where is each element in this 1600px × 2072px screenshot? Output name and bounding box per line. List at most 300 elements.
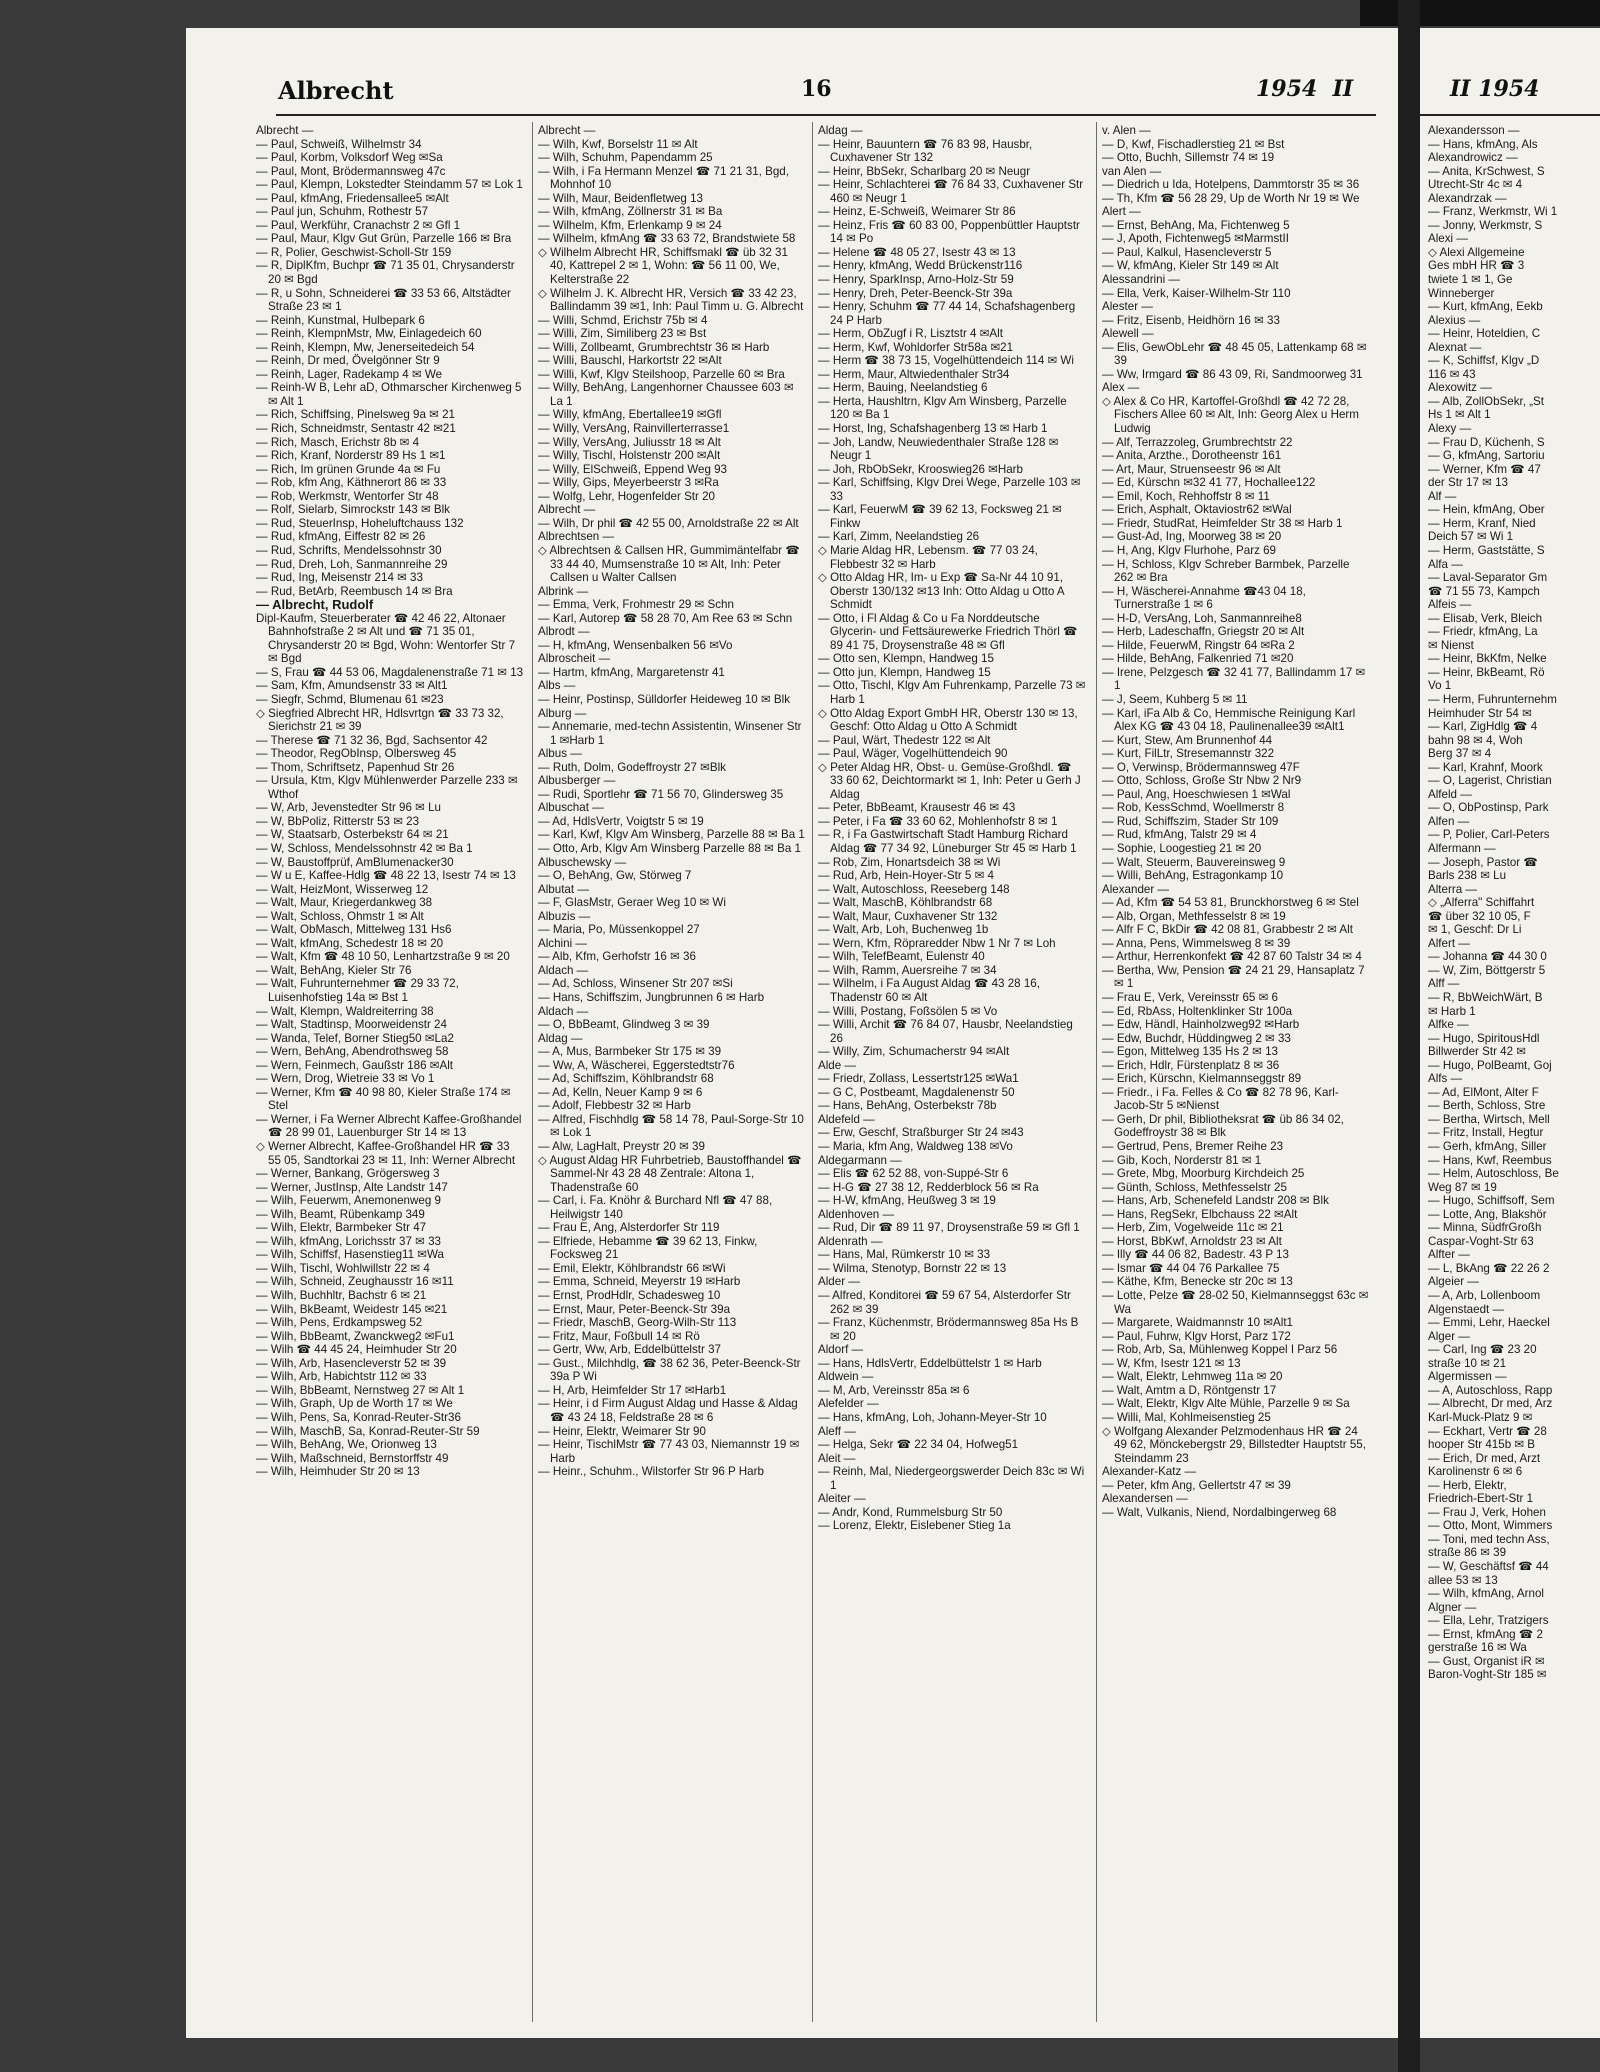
- listing-entry: Algeier —: [1428, 1275, 1479, 1289]
- listing-entry: twiete 1 ✉ 1, Ge: [1428, 273, 1513, 287]
- listing-entry: — Wilhelm, i Fa August Aldag ☎ 43 28 16, Thadenstr 60 ✉ Alt: [818, 977, 1040, 1004]
- listing-entry: Alfs —: [1428, 1072, 1463, 1086]
- listing-entry: — H-G ☎ 27 38 12, Redderblock 56 ✉ Ra: [818, 1180, 1039, 1194]
- listing-entry: Alchini —: [538, 936, 587, 950]
- listing-entry: — Ad, Schiffszim, Köhlbrandstr 68: [538, 1072, 714, 1086]
- listing-entry: — Frau D, Küchenh, S: [1428, 435, 1545, 449]
- listing-entry: — Joseph, Pastor ☎: [1428, 855, 1538, 869]
- listing-entry: — Carl, i. Fa. Knöhr & Burchard Nfl ☎ 47 88, Heilwigstr 140: [538, 1194, 773, 1221]
- listing-entry: — Wilh, Ramm, Auersreihe 7 ✉ 34: [818, 963, 997, 977]
- listing-entry: — Heinr, TischlMstr ☎ 77 43 03, Niemannstr 19 ✉ Harb: [538, 1438, 800, 1465]
- listing-entry: — Hugo, Schiffsoff, Sem: [1428, 1194, 1555, 1208]
- listing-entry: — Henry, Dreh, Peter-Beenck-Str 39a: [818, 286, 1013, 300]
- listing-entry: — Gust-Ad, Ing, Moorweg 38 ✉ 20: [1102, 530, 1282, 544]
- listing-entry: — Friedr, Zollass, Lessertstr125 ✉Wa1: [818, 1072, 1019, 1086]
- listing-entry: — Willi, Kwf, Klgv Steilshoop, Parzelle 60 ✉ Bra: [538, 367, 785, 381]
- listing-entry: — Henry, Schuhm ☎ 77 44 14, Schafshagenberg 24 P Harb: [818, 300, 1076, 327]
- listing-entry: — Rud, Dir ☎ 89 11 97, Droysenstraße 59 ✉ Gfl 1: [818, 1221, 1080, 1235]
- listing-entry: — Wilh ☎ 44 45 24, Heimhuder Str 20: [256, 1343, 457, 1357]
- listing-entry: — Karl, ZigHdlg ☎ 4: [1428, 720, 1538, 734]
- listing-entry: — W, Kfm, Isestr 121 ✉ 13: [1102, 1356, 1241, 1370]
- listing-entry: — Wilh, BbBeamt, Zwanckweg2 ✉Fu1: [256, 1329, 455, 1343]
- listing-entry: — J, Seem, Kuhberg 5 ✉ 11: [1102, 692, 1248, 706]
- listing-entry: — Toni, med techn Ass,: [1428, 1532, 1550, 1546]
- listing-entry: — Ella, Lehr, Tratzigers: [1428, 1614, 1549, 1628]
- listing-entry: — Hans, BehAng, Osterbekstr 78b: [818, 1099, 997, 1113]
- listing-entry: — Horst, BbKwf, Arnoldstr 23 ✉ Alt: [1102, 1234, 1282, 1248]
- listing-entry: — Rudi, Sportlehr ☎ 71 56 70, Glindersweg 35: [538, 787, 784, 801]
- listing-entry: — Otto, Tischl, Klgv Am Fuhrenkamp, Parzelle 73 ✉ Harb 1: [818, 679, 1086, 706]
- listing-entry: Albs —: [538, 679, 576, 693]
- listing-entry: — Wilh, Arb, Habichtstr 112 ✉ 33: [256, 1370, 427, 1384]
- listing-entry: — Sophie, Loogestieg 21 ✉ 20: [1102, 841, 1262, 855]
- listing-entry: — Wilh, Schiffsf, Hasenstieg11 ✉Wa: [256, 1248, 444, 1262]
- listing-entry: — Otto, Arb, Klgv Am Winsberg Parzelle 88 ✉ Ba 1: [538, 841, 801, 855]
- listing-entry: — Willi, Zollbeamt, Grumbrechtstr 36 ✉ Harb: [538, 340, 770, 354]
- listing-entry: — Heinr, Postinsp, Sülldorfer Heideweg 10 ✉ Blk: [538, 692, 791, 706]
- listing-entry: — Henry, kfmAng, Wedd Brückenstr116: [818, 259, 1023, 273]
- listing-entry: straße 10 ✉ 21: [1428, 1356, 1507, 1370]
- listing-entry: — Paul, Wäger, Vogelhüttendeich 90: [818, 747, 1008, 761]
- listing-entry: — Wilhelm, Kfm, Erlenkamp 9 ✉ 24: [538, 218, 722, 232]
- listing-entry: Alexandrzak —: [1428, 191, 1507, 205]
- listing-entry: van Alen —: [1102, 164, 1162, 178]
- listing-entry: — Hilde, FeuerwM, Ringstr 64 ✉Ra 2: [1102, 638, 1295, 652]
- running-head-surname: Albrecht: [278, 76, 394, 105]
- listing-entry: — S, Frau ☎ 44 53 06, Magdalenenstraße 71 ✉ 13: [256, 665, 524, 679]
- listing-entry: — Walt, ObMasch, Mittelweg 131 Hs6: [256, 923, 452, 937]
- listing-entry: Karl-Muck-Platz 9 ✉: [1428, 1410, 1533, 1424]
- listing-entry: — Rud, Schrifts, Mendelssohnstr 30: [256, 543, 442, 557]
- listing-entry: — Hartm, kfmAng, Margaretenstr 41: [538, 665, 725, 679]
- listing-entry: — Ad, Kfm ☎ 54 53 81, Brunckhorstweg 6 ✉ Stel: [1102, 896, 1359, 910]
- header-rule-right: [1420, 114, 1600, 116]
- listing-entry: — Otto, i Fl Aldag & Co u Fa Norddeutsche Glycerin- und Fettsäurewerke Friedrich Thörl ☎ 89 41 75, Droysenstraße 48 ✉ Gfl: [818, 611, 1078, 652]
- column-divider: [812, 122, 813, 2022]
- listing-entry: Aleff —: [818, 1424, 856, 1438]
- listing-entry: — Edw, Buchdr, Hüddingweg 2 ✉ 33: [1102, 1031, 1291, 1045]
- listing-entry: — Hans, Kwf, Reembus: [1428, 1153, 1552, 1167]
- listing-entry: ◇ Peter Aldag HR, Obst- u. Gemüse-Großhdl. ☎ 33 60 62, Deichtormarkt ✉ 1, Inh: Peter u Gerh J Aldag: [818, 760, 1081, 801]
- directory-page-right-partial: [1420, 28, 1600, 2038]
- listing-entry: Alexi —: [1428, 232, 1468, 246]
- listing-entry: — O, Verwinsp, Brödermannsweg 47F: [1102, 760, 1300, 774]
- listing-entry: Albrechtsen —: [538, 530, 615, 544]
- listing-entry: — Wolfg, Lehr, Hogenfelder Str 20: [538, 489, 716, 503]
- listing-entry: — Wern, BehAng, Abendrothsweg 58: [256, 1045, 449, 1059]
- listing-entry: — O, BehAng, Gw, Störweg 7: [538, 869, 692, 883]
- listing-entry: — Illy ☎ 44 06 82, Badestr. 43 P 13: [1102, 1248, 1289, 1262]
- listing-entry: — Herm, Fuhrunternehm: [1428, 692, 1557, 706]
- listing-entry: — Gust, Organist iR ✉: [1428, 1654, 1545, 1668]
- listing-entry: — Elisab, Verk, Bleich: [1428, 611, 1543, 625]
- listing-entry: — Paul jun, Schuhm, Rothestr 57: [256, 205, 429, 219]
- listing-entry: — Wilh, BkBeamt, Weidestr 145 ✉21: [256, 1302, 448, 1316]
- listing-entry: ☎ über 32 10 05, F: [1428, 909, 1531, 923]
- listing-entry: Aldach —: [538, 1004, 589, 1018]
- column-divider: [532, 122, 533, 2022]
- listing-entry: ◇ Albrechtsen & Callsen HR, Gummimäntelfabr ☎ 33 44 40, Mumsenstraße 10 ✉ Alt, Inh: Peter Callsen u Walter Callsen: [538, 543, 800, 585]
- listing-entry: Alester —: [1102, 300, 1153, 314]
- listing-entry: — Gerh, kfmAng, Siller: [1428, 1140, 1547, 1154]
- listing-entry: — Wilh, kfmAng, Lorichsstr 37 ✉ 33: [256, 1234, 441, 1248]
- listing-entry: — Otto, Buchh, Sillemstr 74 ✉ 19: [1102, 151, 1275, 165]
- listing-entry: — Otto jun, Klempn, Handweg 15: [818, 665, 991, 679]
- listing-entry: — Friedr, MaschB, Georg-Wilh-Str 113: [538, 1316, 737, 1330]
- listing-entry: — Emma, Verk, Frohmestr 29 ✉ Schn: [538, 598, 734, 612]
- listing-entry: — Hans, RegSekr, Elbchauss 22 ✉Alt: [1102, 1207, 1298, 1221]
- listing-entry: — Johanna ☎ 44 30 0: [1428, 950, 1547, 964]
- listing-entry: — Wilh, Schneid, Zeughausstr 16 ✉11: [256, 1275, 454, 1289]
- listing-entry: — Rob, kfm Ang, Käthnerort 86 ✉ 33: [256, 476, 447, 490]
- listing-entry: Billwerder Str 42 ✉: [1428, 1045, 1526, 1059]
- listing-entry: — Rich, Kranf, Norderstr 89 Hs 1 ✉1: [256, 449, 446, 463]
- listing-entry: — Walt, kfmAng, Schedestr 18 ✉ 20: [256, 936, 444, 950]
- listing-entry: — Willy, BehAng, Langenhorner Chaussee 603 ✉ La 1: [538, 381, 794, 408]
- listing-entry: — Hans, HdlsVertr, Eddelbüttelstr 1 ✉ Harb: [818, 1356, 1042, 1370]
- listing-entry: — Margarete, Waidmannstr 10 ✉Alt1: [1102, 1316, 1293, 1330]
- listing-entry: — Herm, Gaststätte, S: [1428, 543, 1545, 557]
- listing-entry: — Herb, Ladeschaffn, Griegstr 20 ✉ Alt: [1102, 625, 1305, 639]
- listing-entry: — Werner, i Fa Werner Albrecht Kaffee-Großhandel ☎ 28 99 01, Lauenburger Str 14 ✉ 13: [256, 1112, 522, 1140]
- listing-entry: — Wilh, Schuhm, Papendamm 25: [538, 151, 713, 165]
- listing-entry: — Wilh, BehAng, We, Orionweg 13: [256, 1438, 437, 1452]
- listing-entry: — Werner, Kfm ☎ 47: [1428, 462, 1541, 476]
- listing-entry: — Rolf, Sielarb, Simrockstr 143 ✉ Blk: [256, 503, 450, 517]
- listing-entry: — Hans, kfmAng, Als: [1428, 137, 1538, 151]
- listing-entry: — H-W, kfmAng, Heußweg 3 ✉ 19: [818, 1194, 996, 1208]
- listing-entry: — J, Apoth, Fichtenweg5 ✉MarmstII: [1102, 232, 1289, 246]
- listing-entry: — A, Arb, Lollenboom: [1428, 1289, 1541, 1303]
- listing-entry: — Ad, ElMont, Alter F: [1428, 1085, 1539, 1099]
- listing-entry: — Ismar ☎ 44 04 76 Parkallee 75: [1102, 1261, 1280, 1275]
- listing-entry: — W, Geschäftsf ☎ 44: [1428, 1559, 1549, 1573]
- listing-entry: — Paul, Mont, Brödermannsweg 47c: [256, 164, 446, 178]
- listing-entry: — Gertr, Ww, Arb, Eddelbüttelstr 37: [538, 1343, 721, 1357]
- listing-entry: Aldefeld —: [818, 1112, 875, 1126]
- listing-entry: — Reinh, Klempn, Mw, Jenerseitedeich 54: [256, 340, 475, 354]
- listing-entry: — K, Schiffsf, Klgv „D: [1428, 354, 1540, 368]
- listing-entry: — Siegfr, Schmd, Blumenau 61 ✉23: [256, 692, 444, 706]
- listing-entry: — Paul, Korbm, Volksdorf Weg ✉Sa: [256, 151, 443, 165]
- listing-entry: — Wilh, Maßschneid, Bernstorffstr 49: [256, 1451, 449, 1465]
- listing-entry: Vo 1: [1428, 679, 1452, 693]
- listing-entry: — Paul, Maur, Klgv Gut Grün, Parzelle 166 ✉ Bra: [256, 232, 512, 246]
- listing-entry: Aldwein —: [818, 1370, 874, 1384]
- listing-entry: Weg 87 ✉ 19: [1428, 1180, 1497, 1194]
- listing-entry: — A, Autoschloss, Rapp: [1428, 1383, 1553, 1397]
- listing-entry: — Wilh, Arb, Hasencleverstr 52 ✉ 39: [256, 1356, 447, 1370]
- listing-entry: — Emmi, Lehr, Haeckel: [1428, 1316, 1550, 1330]
- listing-entry: — Wilh, kfmAng, Arnol: [1428, 1587, 1544, 1601]
- listing-entry: — Anita, Arzthe., Dorotheenstr 161: [1102, 449, 1282, 463]
- listing-entry: — Ruth, Dolm, Godeffroystr 27 ✉Blk: [538, 760, 726, 774]
- listing-entry: Alff —: [1428, 977, 1460, 991]
- listing-entry: ◇ Wolfgang Alexander Pelzmodenhaus HR ☎ 24 49 62, Mönckebergstr 29, Billstedter Hauptstr 55, Steindamm 23: [1102, 1424, 1366, 1465]
- listing-entry: Alert —: [1102, 205, 1141, 219]
- listing-entry: — Kurt, Stew, Am Brunnenhof 44: [1102, 733, 1273, 747]
- listing-entry: — Friedr., i Fa. Felles & Co ☎ 82 78 96, Karl-Jacob-Str 5 ✉Nienst: [1102, 1085, 1339, 1113]
- listing-entry: — Rob, Arb, Sa, Mühlenweg Koppel I Parz 56: [1102, 1343, 1338, 1357]
- listing-entry: Albrodt —: [538, 625, 590, 639]
- listing-entry: — Franz, Werkmstr, Wi 1: [1428, 205, 1558, 219]
- listing-entry: — R, u Sohn, Schneiderei ☎ 33 53 66, Altstädter Straße 23 ✉ 1: [256, 286, 511, 314]
- listing-entry: — Elfriede, Hebamme ☎ 39 62 13, Finkw, Focksweg 21: [538, 1234, 758, 1262]
- listing-entry: — Willy, VersAng, Rainvillerterrasse1: [538, 422, 730, 436]
- listing-entry: — Alf, Terrazzoleg, Grumbrechtstr 22: [1102, 435, 1293, 449]
- listing-entry: — Paul, Schweiß, Wilhelmstr 34: [256, 137, 422, 151]
- listing-entry: Alfermann —: [1428, 841, 1496, 855]
- listing-entry: — O, Lagerist, Christian: [1428, 774, 1552, 788]
- listing-entry: — Lotte, Ang, Blakshör: [1428, 1207, 1547, 1221]
- listing-entry: — Willi, Schmd, Erichstr 75b ✉ 4: [538, 313, 708, 327]
- listing-entry: — Heinr, i d Firm August Aldag und Hasse & Aldag ☎ 43 24 18, Feldstraße 28 ✉ 6: [538, 1397, 798, 1424]
- listing-entry: Alfen —: [1428, 814, 1470, 828]
- listing-entry: — W u E, Kaffee-Hdlg ☎ 48 22 13, Isestr 74 ✉ 13: [256, 869, 516, 883]
- listing-entry: — F, GlasMstr, Geraer Weg 10 ✉ Wi: [538, 896, 726, 910]
- listing-entry: — Emma, Schneid, Meyerstr 19 ✉Harb: [538, 1275, 741, 1289]
- listing-entry: — Wilh, Kwf, Borselstr 11 ✉ Alt: [538, 137, 698, 151]
- listing-entry: — Minna, SüdfrGroßh: [1428, 1221, 1542, 1235]
- listing-entry: Aldag —: [538, 1031, 583, 1045]
- listing-entry: — D, Kwf, Fischadlerstieg 21 ✉ Bst: [1102, 137, 1285, 151]
- listing-entry: — Heinr, BkKfm, Nelke: [1428, 652, 1547, 666]
- listing-entry: allee 53 ✉ 13: [1428, 1573, 1498, 1587]
- listing-entry: — Rud, BetArb, Reembusch 14 ✉ Bra: [256, 584, 453, 598]
- listing-entry: der Str 17 ✉ 13: [1428, 476, 1508, 490]
- listing-entry: Aldenrath —: [818, 1234, 883, 1248]
- listing-entry: — Alb, ZollObSekr, „St: [1428, 394, 1544, 408]
- listing-entry: — Peter, i Fa ☎ 33 60 62, Mohlenhofstr 8 ✉ 1: [818, 814, 1058, 828]
- listing-entry: — Helene ☎ 48 05 27, Isestr 43 ✉ 13: [818, 245, 1016, 259]
- listing-entry: — Walt, MaschB, Köhlbrandstr 68: [818, 896, 993, 910]
- listing-entry: — Rich, Schiffsing, Pinelsweg 9a ✉ 21: [256, 408, 455, 422]
- listing-entry: Friedrich-Ebert-Str 1: [1428, 1492, 1534, 1506]
- listing-entry: — Walt, HeizMont, Wisserweg 12: [256, 882, 429, 896]
- listing-entry: — Albrecht, Dr med, Arz: [1428, 1397, 1553, 1411]
- listing-entry: — Wilh, Maur, Beidenfletweg 13: [538, 191, 703, 205]
- listing-entry: — Heinz, Fris ☎ 60 83 00, Poppenbüttler Hauptstr 14 ✉ Po: [818, 218, 1080, 246]
- listing-entry: Alfeld —: [1428, 787, 1472, 801]
- listing-entry: Albuschat —: [538, 801, 604, 815]
- listing-entry: — Peter, kfm Ang, Gellertstr 47 ✉ 39: [1102, 1478, 1291, 1492]
- listing-entry: — Willi, Bauschl, Harkortstr 22 ✉Alt: [538, 354, 722, 368]
- running-head-right-page: II 1954: [1450, 76, 1540, 102]
- listing-entry: — Paul, Ang, Hoeschwiesen 1 ✉Wal: [1102, 787, 1291, 801]
- listing-entry: — Willy, VersAng, Juliusstr 18 ✉ Alt: [538, 435, 721, 449]
- listing-entry: — Friedr, StudRat, Heimfelder Str 38 ✉ Harb 1: [1102, 516, 1343, 530]
- listing-entry: — W, kfmAng, Kieler Str 149 ✉ Alt: [1102, 259, 1279, 273]
- listing-entry: Alexander-Katz —: [1102, 1465, 1197, 1479]
- listing-entry: — Ella, Verk, Kaiser-Wilhelm-Str 110: [1102, 286, 1291, 300]
- listing-entry: Caspar-Voght-Str 63: [1428, 1234, 1534, 1248]
- listing-entry: Alfert —: [1428, 936, 1470, 950]
- listing-entry: — Wilh, TelefBeamt, Eulenstr 40: [818, 950, 985, 964]
- listing-entry: — Wilh, Feuerwm, Anemonenweg 9: [256, 1194, 441, 1208]
- listing-entry: — Annemarie, med-techn Assistentin, Winsener Str 1 ✉Harb 1: [538, 720, 802, 747]
- listing-entry: — Jonny, Werkmstr, S: [1428, 218, 1543, 232]
- listing-entry: — Reinh, Dr med, Övelgönner Str 9: [256, 354, 440, 368]
- listing-entry: — Willy, Gips, Meyerbeerstr 3 ✉Ra: [538, 476, 719, 490]
- listing-entry: Barls 238 ✉ Lu: [1428, 869, 1507, 883]
- header-rule: [276, 114, 1376, 116]
- listing-entry: Alburg —: [538, 706, 587, 720]
- listing-entry: Alexandersen —: [1102, 1492, 1188, 1506]
- listing-entry: — O, BbBeamt, Glindweg 3 ✉ 39: [538, 1018, 710, 1032]
- listing-column-4: [1102, 124, 1370, 1519]
- listing-entry: Albrecht —: [256, 124, 314, 137]
- listing-entry: — Helga, Sekr ☎ 22 34 04, Hofweg51: [818, 1438, 1019, 1452]
- listing-entry: — Paul, Fuhrw, Klgv Horst, Parz 172: [1102, 1329, 1291, 1343]
- listing-entry: — Theodor, RegObInsp, Olbersweg 45: [256, 747, 457, 761]
- listing-entry: — Karl, Kwf, Klgv Am Winsberg, Parzelle 88 ✉ Ba 1: [538, 828, 805, 842]
- listing-column-2: [538, 124, 806, 1479]
- listing-entry: — Carl, Ing ☎ 23 20: [1428, 1343, 1537, 1357]
- listing-entry: — Walt, Fuhrunternehmer ☎ 29 33 72, Luisenhofstieg 14a ✉ Bst 1: [256, 977, 459, 1004]
- listing-entry: Alfter —: [1428, 1248, 1470, 1262]
- listing-entry: — Wilh, Elektr, Barmbeker Str 47: [256, 1221, 427, 1235]
- listing-entry: — Herta, Haushltrn, Klgv Am Winsberg, Parzelle 120 ✉ Ba 1: [818, 394, 1067, 422]
- listing-entry: gerstraße 16 ✉ Wa: [1428, 1641, 1527, 1655]
- listing-entry: — Hugo, PolBeamt, Goj: [1428, 1058, 1552, 1072]
- listing-entry: — Willy, kfmAng, Ebertallee19 ✉Gfl: [538, 408, 722, 422]
- listing-entry: — Wern, Drog, Wietreie 33 ✉ Vo 1: [256, 1072, 435, 1086]
- listing-entry: — Rich, Schneidmstr, Sentastr 42 ✉21: [256, 422, 456, 436]
- listing-entry: — Walt, Amtm a D, Röntgenstr 17: [1102, 1383, 1277, 1397]
- listing-entry: Aldag —: [818, 124, 863, 137]
- listing-entry: — Alb, Organ, Methfesselstr 8 ✉ 19: [1102, 909, 1286, 923]
- listing-entry: ◇ Wilhelm J. K. Albrecht HR, Versich ☎ 33 42 23, Ballindamm 39 ✉1, Inh: Paul Timm u. G. Albrecht: [538, 286, 804, 314]
- listing-entry: — Ad, Schloss, Winsener Str 207 ✉Si: [538, 977, 733, 991]
- listing-entry: — Hilde, BehAng, Falkenried 71 ✉20: [1102, 652, 1294, 666]
- listing-entry: Deich 57 ✉ Wi 1: [1428, 530, 1514, 544]
- listing-entry: — Fritz, Maur, Foßbull 14 ✉ Rö: [538, 1329, 700, 1343]
- listing-entry: ◇ Marie Aldag HR, Lebensm. ☎ 77 03 24, Flebbestr 32 ✉ Harb: [818, 543, 1038, 571]
- listing-entry: — H, Schloss, Klgv Schreber Barmbek, Parzelle 262 ✉ Bra: [1102, 557, 1350, 585]
- listing-entry: — Wilh, BbBeamt, Nernstweg 27 ✉ Alt 1: [256, 1383, 465, 1397]
- listing-entry: — Wanda, Telef, Borner Stieg50 ✉La2: [256, 1031, 454, 1045]
- listing-entry: Alf —: [1428, 489, 1457, 503]
- listing-entry: — H, Arb, Heimfelder Str 17 ✉Harb1: [538, 1383, 727, 1397]
- listing-entry: — Heinr, Bauuntern ☎ 76 83 98, Hausbr, Cuxhavener Str 132: [818, 137, 1033, 165]
- listing-entry: — Hans, Mal, Rümkerstr 10 ✉ 33: [818, 1248, 991, 1262]
- listing-entry: Albuschewsky —: [538, 855, 627, 869]
- listing-entry: — Ursula, Ktm, Klgv Mühlenwerder Parzelle 233 ✉ Wthof: [256, 774, 518, 801]
- listing-entry: 116 ✉ 43: [1428, 367, 1476, 381]
- listing-entry: ◇ Otto Aldag Export GmbH HR, Oberstr 130 ✉ 13, Geschf: Otto Aldag u Otto A Schmidt: [818, 706, 1078, 734]
- listing-entry: — Heinr, Elektr, Weimarer Str 90: [538, 1424, 706, 1438]
- listing-entry: — Albrecht, Rudolf: [256, 597, 374, 613]
- listing-entry: — Otto sen, Klempn, Handweg 15: [818, 652, 994, 666]
- listing-entry: — H, Ang, Klgv Flurhohe, Parz 69: [1102, 543, 1276, 557]
- listing-entry: — Kurt, kfmAng, Eekb: [1428, 300, 1543, 314]
- listing-entry: Alde —: [818, 1058, 857, 1072]
- listing-entry: Hs 1 ✉ Alt 1: [1428, 408, 1491, 422]
- listing-entry: — Karl, Zimm, Neelandstieg 26: [818, 530, 980, 544]
- listing-entry: — R, BbWeichWärt, B: [1428, 991, 1543, 1004]
- listing-entry: — Herm, Kranf, Nied: [1428, 516, 1536, 530]
- listing-entry: — P, Polier, Carl-Peters: [1428, 828, 1550, 842]
- listing-entry: — Rob, KessSchmd, Woellmerstr 8: [1102, 801, 1285, 815]
- listing-entry: Aleit —: [818, 1451, 856, 1465]
- listing-entry: — Gib, Koch, Norderstr 81 ✉ 1: [1102, 1153, 1262, 1167]
- listing-entry: Alger —: [1428, 1329, 1470, 1343]
- listing-entry: — Walt, Maur, Kriegerdankweg 38: [256, 896, 433, 910]
- listing-entry: — Wilh, Pens, Sa, Konrad-Reuter-Str36: [256, 1410, 461, 1424]
- listing-entry: straße 86 ✉ 39: [1428, 1546, 1507, 1560]
- listing-entry: — Therese ☎ 71 32 36, Bgd, Sachsentor 42: [256, 733, 488, 747]
- listing-entry: — Wilma, Stenotyp, Bornstr 22 ✉ 13: [818, 1261, 1007, 1275]
- listing-entry: — Walt, Arb, Loh, Buchenweg 1b: [818, 923, 989, 937]
- listing-entry: — Walt, Elektr, Klgv Alte Mühle, Parzelle 9 ✉ Sa: [1102, 1397, 1350, 1411]
- listing-entry: Heimhuder Str 54 ✉: [1428, 706, 1532, 720]
- listing-entry: Albus —: [538, 747, 582, 761]
- listing-entry: — G, kfmAng, Sartoriu: [1428, 449, 1545, 463]
- listing-entry: — Walt, Stadtinsp, Moorweidenstr 24: [256, 1018, 447, 1032]
- listing-entry: — W, Schloss, Mendelssohnstr 42 ✉ Ba 1: [256, 841, 473, 855]
- top-dark-border: [1360, 0, 1600, 26]
- listing-entry: — Willi, BehAng, Estragonkamp 10: [1102, 869, 1284, 883]
- listing-entry: — Egon, Mittelweg 135 Hs 2 ✉ 13: [1102, 1045, 1278, 1059]
- listing-entry: — Heinr, BkBeamt, Rö: [1428, 665, 1545, 679]
- listing-entry: — Walt, Klempn, Waldreiterring 38: [256, 1004, 434, 1018]
- listing-entry: — Heinr, Schlachterei ☎ 76 84 33, Cuxhavener Str 460 ✉ Neugr 1: [818, 178, 1084, 205]
- listing-entry: — Adolf, Flebbestr 32 ✉ Harb: [538, 1099, 691, 1113]
- listing-entry: — Reinh, Lager, Radekamp 4 ✉ We: [256, 367, 443, 381]
- listing-entry: — H, kfmAng, Wensenbalken 56 ✉Vo: [538, 638, 733, 652]
- year: 1954: [1256, 76, 1318, 102]
- listing-entry: — Hein, kfmAng, Ober: [1428, 503, 1545, 517]
- listing-entry: — Willi, Zim, Similiberg 23 ✉ Bst: [538, 327, 707, 341]
- listing-entry: — W, Arb, Jevenstedter Str 96 ✉ Lu: [256, 801, 441, 815]
- listing-entry: Albutat —: [538, 882, 589, 896]
- listing-entry: — Ad, Kelln, Neuer Kamp 9 ✉ 6: [538, 1085, 703, 1099]
- listing-entry: hooper Str 415b ✉ B: [1428, 1438, 1536, 1452]
- listing-entry: ✉ Nienst: [1428, 638, 1474, 652]
- listing-entry: — Frau E, Verk, Vereinsstr 65 ✉ 6: [1102, 991, 1278, 1004]
- listing-entry: — Werner, JustInsp, Alte Landstr 147: [256, 1180, 448, 1194]
- listing-entry: — Rud, Schiffszim, Stader Str 109: [1102, 814, 1279, 828]
- listing-entry: — Walt, Maur, Cuxhavener Str 132: [818, 909, 998, 923]
- listing-entry: — Otto, Schloss, Große Str Nbw 2 Nr9: [1102, 774, 1302, 788]
- listing-entry: — Wilh, Buchhltr, Bachstr 6 ✉ 21: [256, 1289, 427, 1303]
- listing-entry: — Anita, KrSchwest, S: [1428, 164, 1545, 178]
- listing-entry: — Rud, kfmAng, Talstr 29 ✉ 4: [1102, 828, 1257, 842]
- listing-entry: — Thom, Schriftsetz, Papenhud Str 26: [256, 760, 455, 774]
- listing-entry: — Käthe, Kfm, Benecke str 20c ✉ 13: [1102, 1275, 1293, 1289]
- listing-entry: ◇ Wilhelm Albrecht HR, Schiffsmakl ☎ üb 32 31 40, Kattrepel 2 ✉ 1, Wohn: ☎ 56 11 00, We, Kelterstraße 22: [538, 245, 788, 287]
- listing-entry: — Herm, ObZugf i R, Lisztstr 4 ✉Alt: [818, 327, 1003, 341]
- listing-entry: — Henry, SparkInsp, Arno-Holz-Str 59: [818, 273, 1014, 287]
- listing-entry: Alfke —: [1428, 1018, 1469, 1032]
- listing-entry: Alexnat —: [1428, 340, 1482, 354]
- listing-entry: — Alfred, Fischhdlg ☎ 58 14 78, Paul-Sorge-Str 10 ✉ Lok 1: [538, 1112, 804, 1140]
- listing-entry: — Reinh, Mal, Niedergeorgswerder Deich 83c ✉ Wi 1: [818, 1465, 1085, 1492]
- listing-entry: — Frau J, Verk, Hohen: [1428, 1505, 1546, 1519]
- listing-entry: Alfeis —: [1428, 598, 1472, 612]
- listing-entry: — Wilh, i Fa Hermann Menzel ☎ 71 21 31, Bgd, Mohnhof 10: [538, 164, 789, 192]
- listing-entry: — Rob, Zim, Honartsdeich 38 ✉ Wi: [818, 855, 1001, 869]
- listing-entry: — Werner, Bankang, Grögersweg 3: [256, 1167, 440, 1181]
- listing-entry: — Reinh-W B, Lehr aD, Othmarscher Kirchenweg 5 ✉ Alt 1: [256, 381, 522, 408]
- listing-entry: — Helm, Autoschloss, Be: [1428, 1167, 1559, 1181]
- listing-entry: — W, Zim, Böttgerstr 5: [1428, 963, 1546, 977]
- listing-entry: ☎ 71 55 73, Kampch: [1428, 584, 1540, 598]
- listing-entry: Albrecht —: [538, 124, 596, 137]
- listing-entry: — Rud, Arb, Hein-Hoyer-Str 5 ✉ 4: [818, 869, 994, 883]
- listing-entry: — Herm, Bauing, Neelandstieg 6: [818, 381, 988, 395]
- listing-entry: — Emil, Koch, Rehhoffstr 8 ✉ 11: [1102, 489, 1270, 503]
